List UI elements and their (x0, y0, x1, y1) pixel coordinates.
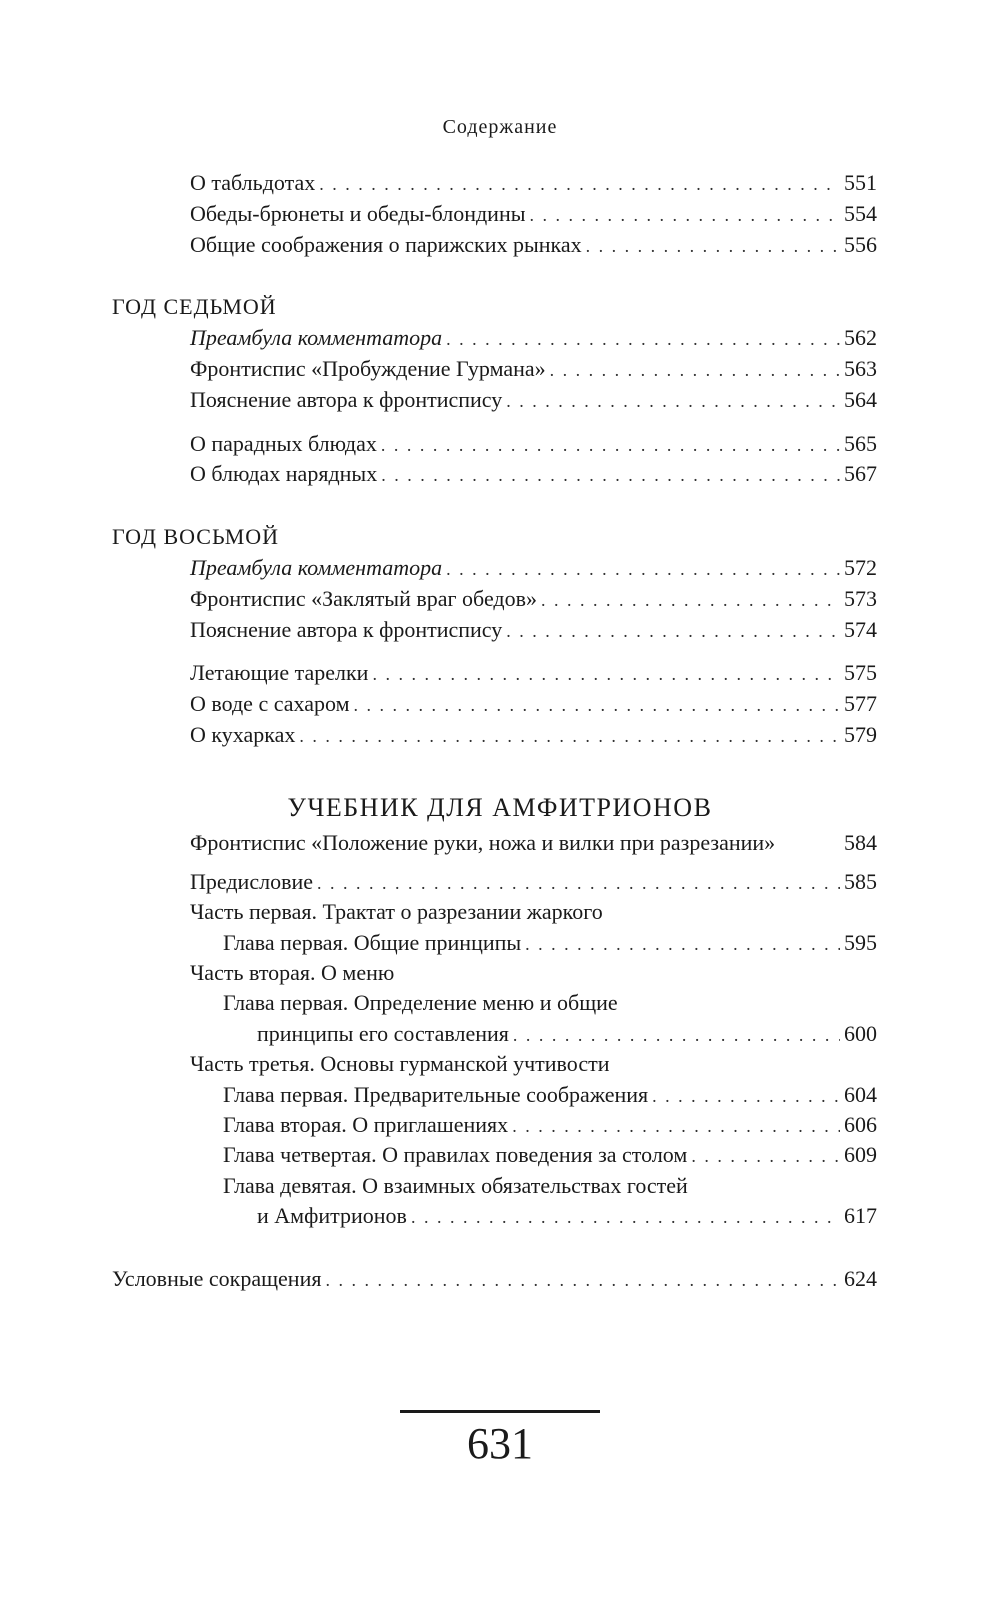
toc-entry (190, 615, 877, 646)
toc-entry (190, 459, 877, 490)
toc-entry-page: 567 (844, 461, 877, 486)
toc-entry (257, 1019, 877, 1050)
toc-entry-page: 604 (844, 1082, 877, 1107)
toc-entry-title: Летающие тарелки (190, 660, 369, 685)
toc-entry-page: 572 (844, 555, 877, 580)
toc-entry-title: О воде с сахаром (190, 691, 350, 716)
toc-entry-page: 584 (844, 830, 877, 855)
toc-entry-title: Глава первая. Общие принципы (223, 930, 522, 955)
toc-entry (190, 385, 877, 416)
toc-entry-title: Глава первая. Определение меню и общие (223, 990, 618, 1015)
toc-entry-page: 579 (844, 722, 877, 747)
dot-leader (513, 1020, 840, 1050)
page-number: 631 (467, 1419, 533, 1468)
running-head: Содержание (442, 116, 558, 138)
toc-entry-page: 574 (844, 617, 877, 642)
toc-entry-page: 562 (844, 325, 877, 350)
toc-entry-page: 573 (844, 586, 877, 611)
dot-leader (319, 169, 840, 199)
toc-entry-title: Преамбула комментатора (190, 325, 443, 350)
section-heading-manual: УЧЕБНИК ДЛЯ АМФИТРИОНОВ (287, 793, 713, 822)
dot-leader (541, 585, 840, 615)
toc-entry-page: 609 (844, 1142, 877, 1167)
toc-entry-title: О блюдах нарядных (190, 461, 378, 486)
toc-entry (190, 828, 877, 858)
toc-entry (190, 323, 877, 354)
toc-part-heading: Часть первая. Трактат о разрезании жаркого (190, 899, 603, 924)
toc-entry (190, 429, 877, 460)
toc-entry (190, 168, 877, 199)
toc-entry (190, 199, 877, 230)
dot-leader (506, 386, 840, 416)
dot-leader (550, 355, 840, 385)
toc-entry (223, 1110, 877, 1141)
toc-entry-page: 577 (844, 691, 877, 716)
dot-leader (354, 690, 841, 720)
toc-entry (190, 553, 877, 584)
dot-leader (446, 324, 840, 354)
dot-leader (317, 868, 840, 898)
toc-entry-title: Фронтиспис «Заклятый враг обедов» (190, 586, 537, 611)
dot-leader (446, 554, 840, 584)
dot-leader (512, 1111, 840, 1141)
toc-entry-page: 606 (844, 1112, 877, 1137)
toc-entry-title: Общие соображения о парижских рынках (190, 232, 582, 257)
toc-entry (223, 1080, 877, 1111)
toc-entry (112, 1264, 877, 1295)
toc-entry-title: принципы его составления (257, 1021, 509, 1046)
toc-entry-page: 556 (844, 232, 877, 257)
toc-entry-page: 565 (844, 431, 877, 456)
toc-entry-title: Глава четвертая. О правилах поведения за столом (223, 1142, 688, 1167)
dot-leader (381, 460, 840, 490)
dot-leader (381, 430, 840, 460)
dot-leader (299, 721, 840, 751)
section-heading-year-seven: ГОД СЕДЬМОЙ (112, 294, 277, 319)
toc-entry-page: 600 (844, 1021, 877, 1046)
dot-leader (652, 1081, 840, 1111)
toc-entry-title: Преамбула комментатора (190, 555, 443, 580)
toc-entry-title: Глава девятая. О взаимных обязательствах гостей (223, 1173, 688, 1198)
toc-entry-page: 617 (844, 1203, 877, 1228)
toc-part-heading: Часть третья. Основы гурманской учтивости (190, 1051, 610, 1076)
dot-leader (411, 1202, 840, 1232)
toc-entry-page: 564 (844, 387, 877, 412)
dot-leader (530, 200, 841, 230)
folio-rule (400, 1410, 600, 1413)
section-heading-year-eight: ГОД ВОСЬМОЙ (112, 524, 280, 549)
toc-entry (190, 689, 877, 720)
toc-entry (223, 1140, 877, 1171)
toc-entry (190, 867, 877, 898)
toc-entry (190, 230, 877, 261)
dot-leader (586, 231, 840, 261)
toc-entry-title: Пояснение автора к фронтиспису (190, 387, 503, 412)
toc-entry-page: 585 (844, 869, 877, 894)
toc-part-heading: Часть вторая. О меню (190, 960, 395, 985)
toc-entry-page: 551 (844, 170, 877, 195)
toc-entry (190, 658, 877, 689)
toc-entry (190, 354, 877, 385)
toc-entry (190, 720, 877, 751)
toc-entry-title: Глава вторая. О приглашениях (223, 1112, 509, 1137)
toc-entry-page: 595 (844, 930, 877, 955)
dot-leader (506, 616, 840, 646)
toc-entry-title: Глава первая. Предварительные соображения (223, 1082, 649, 1107)
toc-entry-page: 563 (844, 356, 877, 381)
dot-leader (691, 1141, 840, 1171)
toc-entry-page: 624 (844, 1266, 877, 1291)
toc-entry-page: 554 (844, 201, 877, 226)
toc-entry (190, 584, 877, 615)
toc-entry-title: Условные сокращения (112, 1266, 322, 1291)
toc-entry (223, 928, 877, 959)
toc-entry-title: О кухарках (190, 722, 296, 747)
dot-leader (525, 929, 840, 959)
toc-entry (257, 1201, 877, 1232)
toc-entry-title: Предисловие (190, 869, 313, 894)
toc-entry-title: и Амфитрионов (257, 1203, 407, 1228)
dot-leader (372, 659, 840, 689)
dot-leader (325, 1265, 840, 1295)
toc-entry-title: Фронтиспис «Положение руки, ножа и вилки при разрезании» (190, 830, 776, 855)
toc-entry-page: 575 (844, 660, 877, 685)
toc-entry-title: Пояснение автора к фронтиспису (190, 617, 503, 642)
toc-entry-title: Фронтиспис «Пробуждение Гурмана» (190, 356, 546, 381)
toc-entry-title: О табльдотах (190, 170, 316, 195)
toc-entry-title: О парадных блюдах (190, 431, 377, 456)
toc-entry-title: Обеды-брюнеты и обеды-блондины (190, 201, 526, 226)
